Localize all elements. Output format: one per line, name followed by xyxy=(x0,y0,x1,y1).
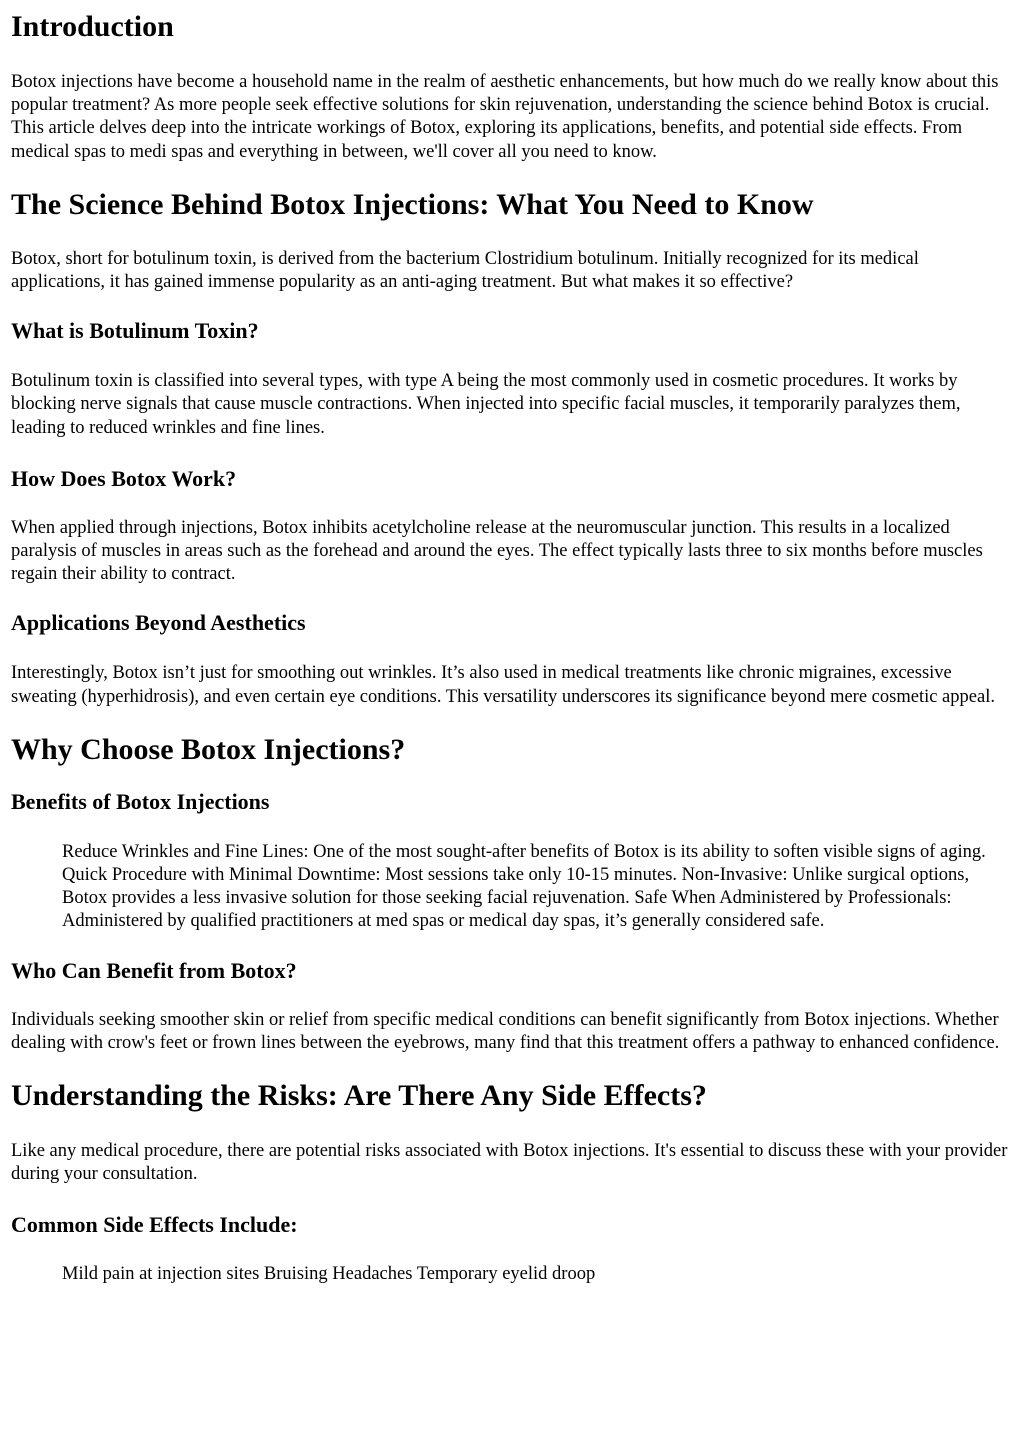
article xyxy=(0,10,1024,1287)
subheading-how-botox-works: How Does Botox Work? xyxy=(11,465,237,491)
subheading-applications: Applications Beyond Aesthetics xyxy=(11,610,306,636)
section-heading-risks: Understanding the Risks: Are There Any Side Effects? xyxy=(11,1079,707,1113)
paragraph-introduction: Botox injections have become a household name in the realm of aesthetic enhancements, but how much do we really know about this popular treatment? As more people seek effective solutions for skin rejuvenation, understanding the science behind Botox is crucial. This article delves deep into the intricate workings of Botox, exploring its applications, benefits, and potential side effects. From medical spas to medi spas and everything in between, we'll cover all you need to know. xyxy=(11,72,999,162)
subheading-botulinum-toxin: What is Botulinum Toxin? xyxy=(11,318,259,344)
section-heading-introduction: Introduction xyxy=(11,10,174,43)
subheading-common-side-effects: Common Side Effects Include: xyxy=(11,1212,298,1238)
paragraph-botulinum-toxin: Botulinum toxin is classified into several types, with type A being the most commonly used in cosmetic procedures. It works by blocking nerve signals that cause muscle contractions. When injected into specific facial muscles, it temporarily paralyzes them, leading to reduced wrinkles and fine lines. xyxy=(11,371,961,438)
paragraph-science: Botox, short for botulinum toxin, is derived from the bacterium Clostridium botulinum. Initially recognized for its medical applications, it has gained immense popularity as an anti-aging treatment. But what makes it so effective? xyxy=(11,248,919,293)
paragraph-risks: Like any medical procedure, there are potential risks associated with Botox injections. It's essential to discuss these with your provider during your consultation. xyxy=(11,1141,1008,1185)
paragraph-how-botox-works: When applied through injections, Botox inhibits acetylcholine release at the neuromuscular junction. This results in a localized paralysis of muscles in areas such as the forehead and around the eyes. The effect typically lasts three to six months before muscles regain their ability to contract. xyxy=(11,517,983,585)
section-heading-science: The Science Behind Botox Injections: What You Need to Know xyxy=(11,187,814,221)
benefits-list: Reduce Wrinkles and Fine Lines: One of the most sought-after benefits of Botox is its ability to soften visible signs of aging. Quick Procedure with Minimal Downtime: Most sessions take only 10-15 minutes. Non-Invasive: Unlike surgical options, Botox provides a less invasive solution for those seeking facial rejuvenation. Safe When Administered by Professionals: Administered by qualified practitioners at med spas or medical day spas, it’s generally considered safe. xyxy=(62,841,986,932)
subheading-benefits: Benefits of Botox Injections xyxy=(11,788,270,814)
subheading-who-can-benefit: Who Can Benefit from Botox? xyxy=(11,957,297,983)
paragraph-who-can-benefit: Individuals seeking smoother skin or relief from specific medical conditions can benefit significantly from Botox injections. Whether dealing with crow's feet or frown lines between the eyebrows, many find that this treatment offers a pathway to enhanced confidence. xyxy=(11,1009,1000,1053)
side-effects-list: Mild pain at injection sites Bruising Headaches Temporary eyelid droop xyxy=(62,1264,596,1285)
section-heading-why-choose: Why Choose Botox Injections? xyxy=(11,732,406,766)
paragraph-applications: Interestingly, Botox isn’t just for smoothing out wrinkles. It’s also used in medical treatments like chronic migraines, excessive sweating (hyperhidrosis), and even certain eye conditions. This versatility underscores its significance beyond mere cosmetic appeal. xyxy=(11,663,995,707)
